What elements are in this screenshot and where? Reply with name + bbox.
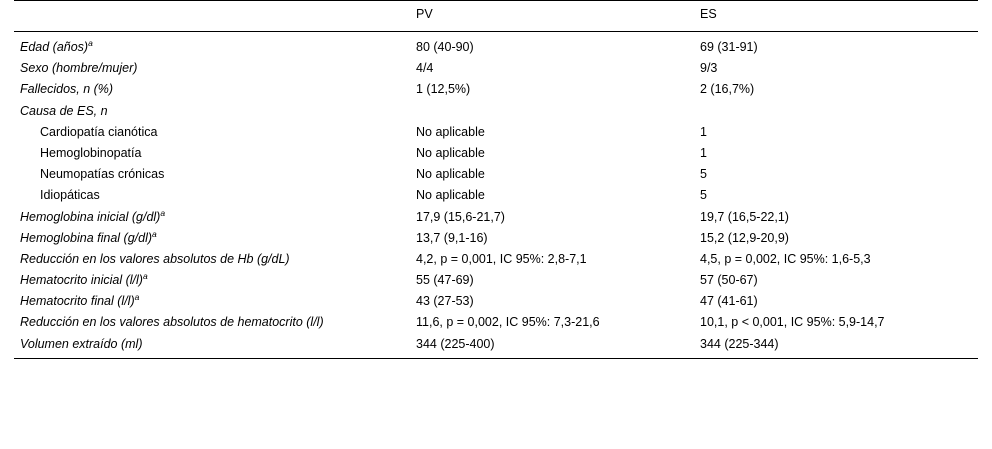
row-label: Fallecidos, n (%) [20, 82, 114, 97]
table-row [14, 32, 978, 58]
row-value-pv: 4/4 [416, 61, 434, 76]
row-value-es: 19,7 (16,5-22,1) [700, 209, 789, 224]
table-row [14, 164, 978, 185]
row-value-pv: No aplicable [416, 124, 485, 139]
row-value-pv [410, 100, 694, 121]
row-value-pv: 11,6, p = 0,002, IC 95%: 7,3-21,6 [416, 315, 600, 330]
row-label: Hematocrito inicial $(l/l)^a$ [20, 270, 148, 288]
row-value-es: 47 (41-61) [700, 294, 758, 309]
row-value-pv: 4,2, p = 0,001, IC 95%: 2,8-7,1 [416, 251, 587, 266]
row-value-pv: 43 (27-53) [416, 294, 474, 309]
column-header-blank [14, 1, 410, 32]
row-label: Cardiopatía cianótica [40, 124, 158, 139]
table-header [14, 1, 978, 32]
row-value-pv: 17,9 (15,6-21,7) [416, 209, 505, 224]
row-label: Reducción en los valores absolutos de hematocrito (l/l) [20, 315, 324, 330]
row-label: Volumen extraído (ml) [20, 336, 143, 351]
row-value-pv: 344 (225-400) [416, 336, 495, 351]
table-row [14, 248, 978, 269]
row-value-pv: No aplicable [416, 188, 485, 203]
row-value-pv: 80 (40-90) [416, 40, 474, 54]
row-label: Neumopatías crónicas [40, 167, 165, 182]
row-label: Hematocrito final $(l/l)^a$ [20, 292, 140, 309]
table-bottom-rule [14, 358, 978, 359]
row-label: Causa de ES, n [20, 103, 108, 118]
row-value-pv: 13,7 (9,1-16) [416, 230, 488, 245]
footnote-marker: a [152, 228, 157, 239]
row-value-pv: 55 (47-69) [416, 273, 474, 288]
footnote-marker: a [160, 207, 166, 218]
table-row [14, 291, 978, 312]
table-row [14, 142, 978, 163]
row-value-es: 4,5, p = 0,002, IC 95%: 1,6-5,3 [700, 251, 871, 266]
row-value-es: 2 (16,7%) [700, 82, 755, 97]
table-row [14, 206, 978, 227]
row-value-es: 69 (31-91) [700, 40, 758, 54]
table-row [14, 185, 978, 206]
row-label: Sexo (hombre/mujer) [20, 61, 138, 76]
table-row [14, 58, 978, 79]
table-row [14, 79, 978, 100]
table-header-row [14, 1, 978, 32]
footnote-marker: a [142, 270, 148, 281]
row-value-es: 10,1, p < 0,001, IC 95%: 5,9-14,7 [700, 315, 885, 330]
row-value-pv: No aplicable [416, 145, 485, 160]
table-body [14, 32, 978, 358]
table-row [14, 121, 978, 142]
table-row [14, 333, 978, 358]
row-label: Hemoglobinopatía [40, 145, 142, 160]
table-row [14, 312, 978, 333]
row-value-es: 344 (225-344) [700, 336, 779, 351]
row-value-es: 9/3 [700, 61, 718, 76]
table-row [14, 269, 978, 290]
table-row [14, 227, 978, 248]
row-value-es: 1 [700, 124, 707, 139]
footnote-marker: a [134, 292, 140, 303]
column-header-pv: PV [416, 7, 433, 21]
row-value-pv: No aplicable [416, 167, 485, 182]
row-value-es: 15,2 (12,9-20,9) [700, 230, 789, 245]
row-label: Hemoglobina inicial $(g/dl)^a$ [20, 207, 166, 224]
row-value-es: 5 [700, 167, 707, 182]
row-label: Hemoglobina final $(g/dl)^a$ [20, 228, 157, 245]
row-value-pv: 1 (12,5%) [416, 82, 471, 97]
row-label: Edad (años)$^a$ [20, 37, 93, 54]
column-header-es: ES [700, 7, 717, 21]
row-value-es: 5 [700, 188, 707, 203]
row-label: Idiopáticas [40, 188, 100, 203]
table-row [14, 100, 978, 121]
row-value-es: 57 (50-67) [700, 273, 758, 288]
patient-characteristics-table [14, 0, 978, 358]
footnote-marker: a [88, 37, 93, 48]
row-value-es [694, 100, 978, 121]
row-value-es: 1 [700, 145, 707, 160]
row-label: Reducción en los valores absolutos de Hb (g/dL) [20, 251, 290, 266]
